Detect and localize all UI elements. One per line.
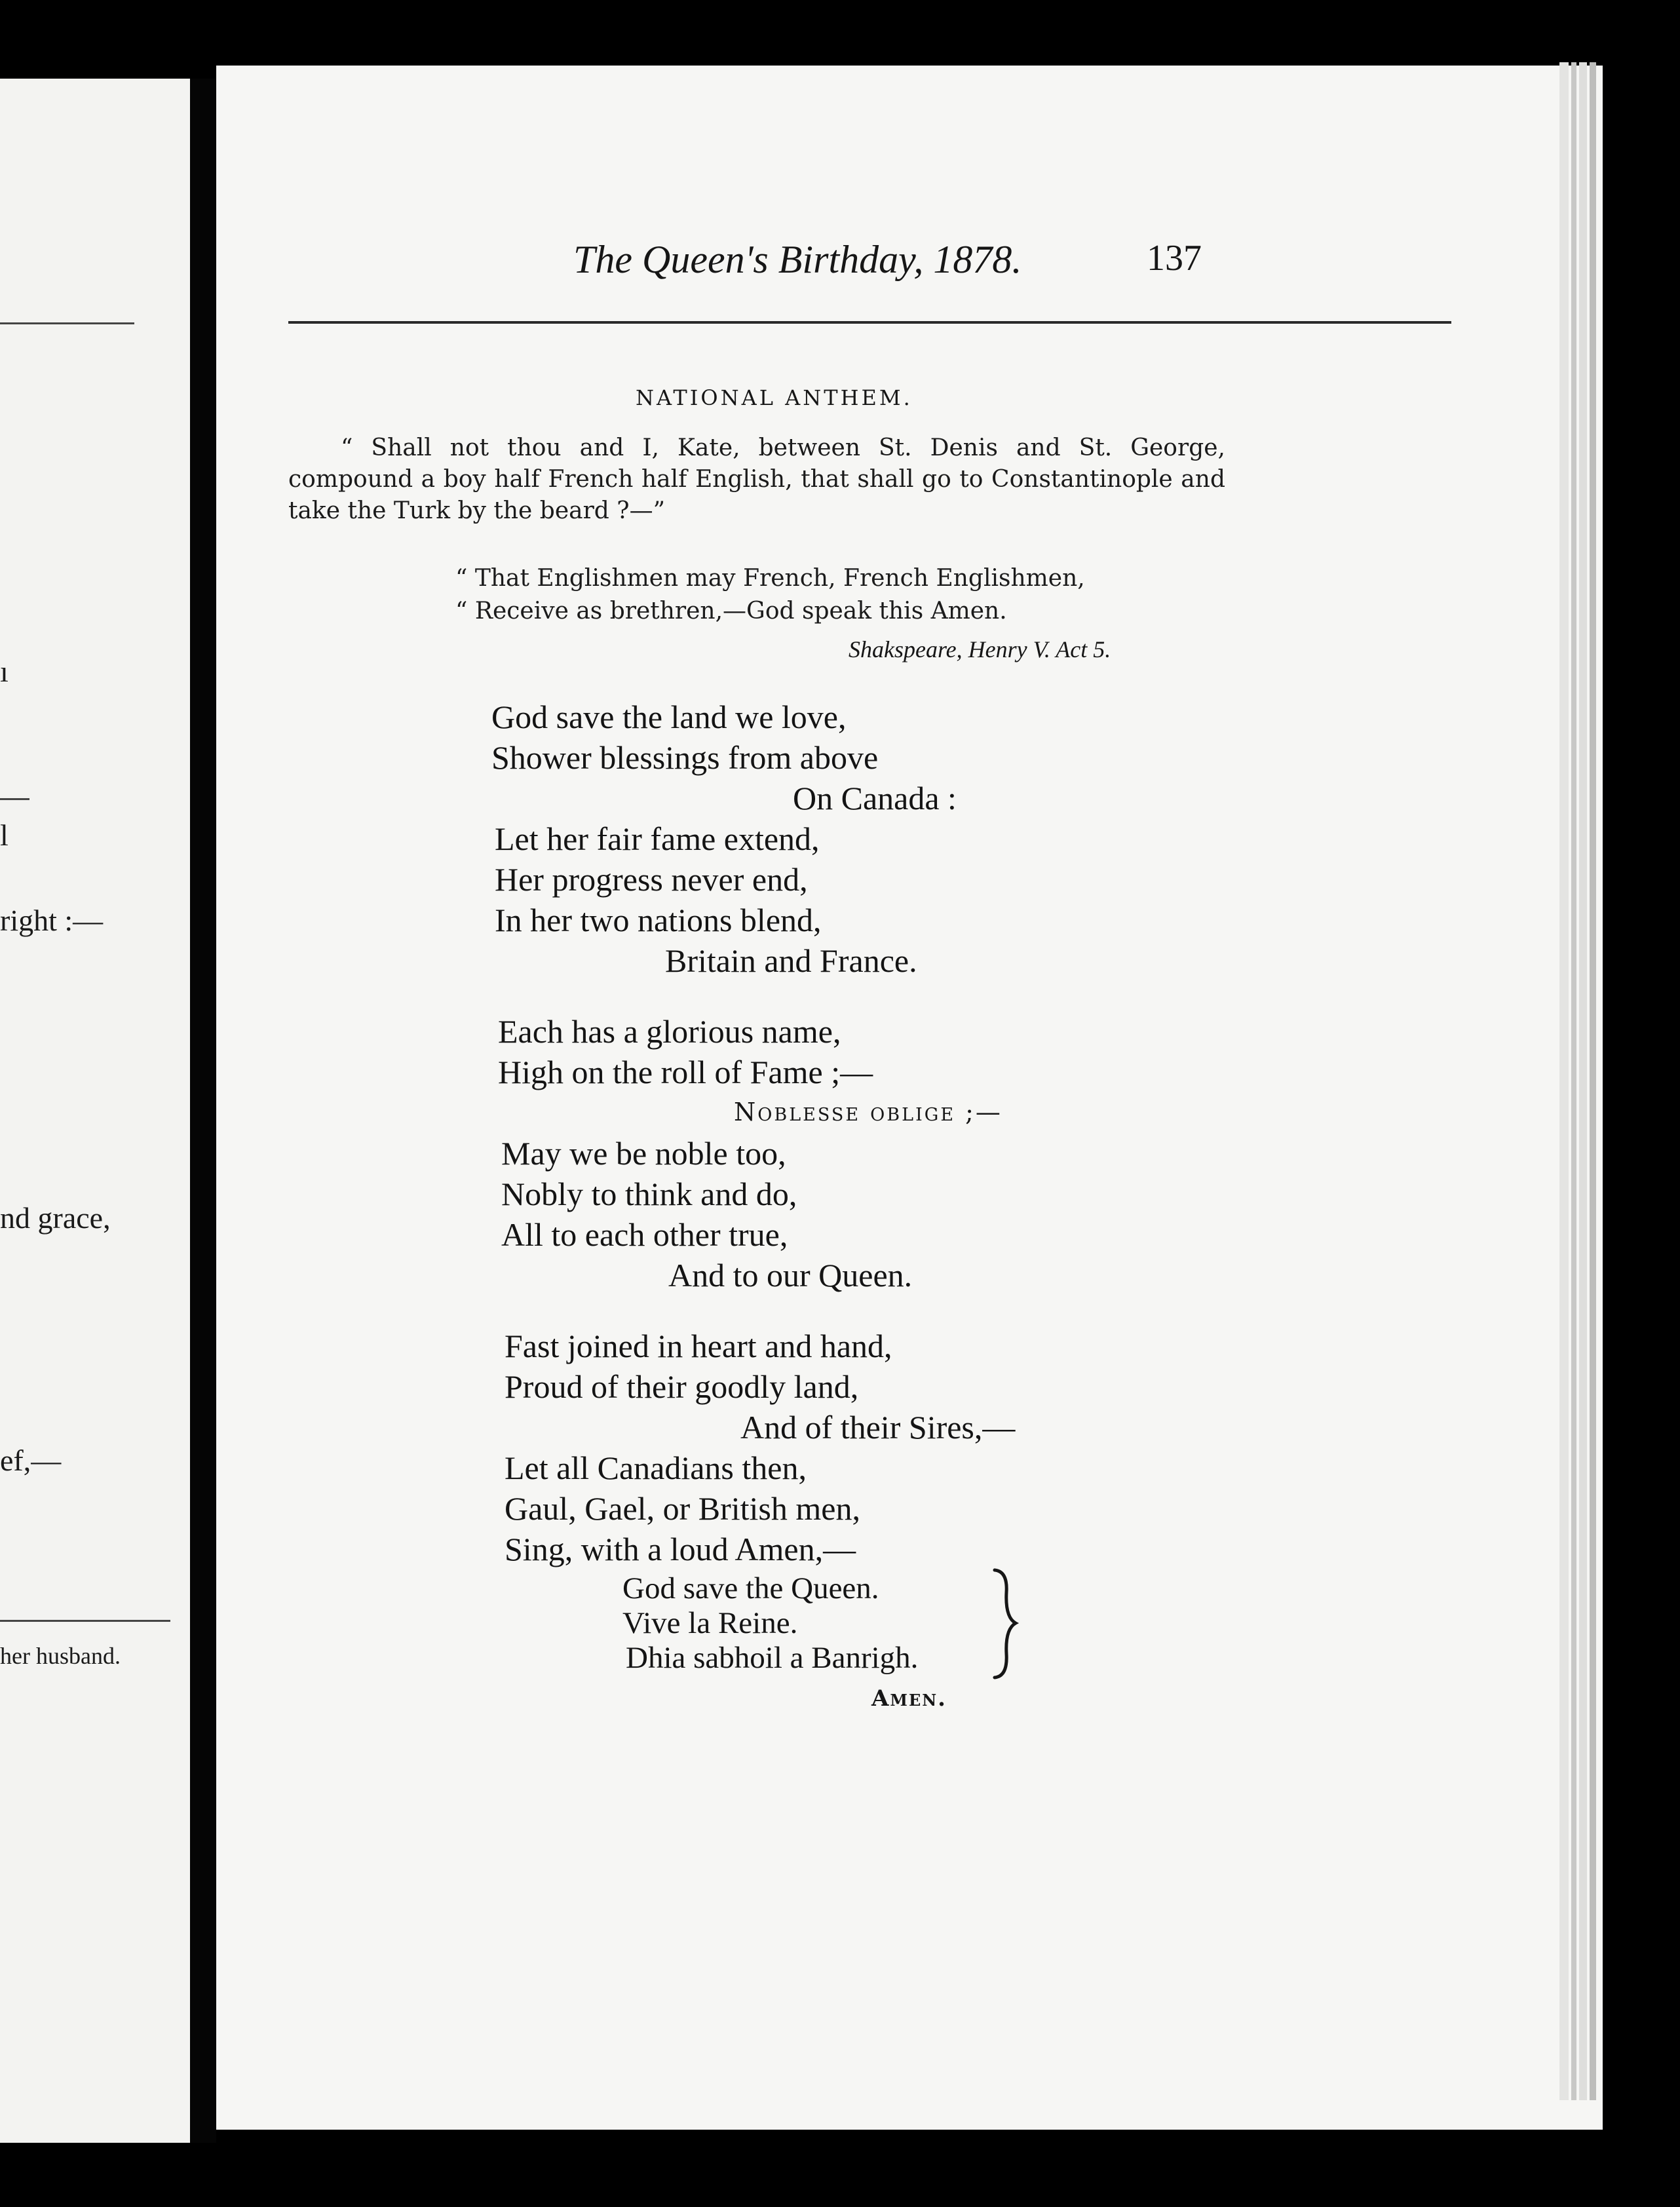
verse-line: Shower blessings from above bbox=[491, 739, 879, 776]
closing-amen: Amen. bbox=[871, 1685, 947, 1712]
page-number: 137 bbox=[1147, 238, 1202, 278]
left-footnote-rule bbox=[0, 1620, 170, 1622]
left-footnote-fragment: her husband. bbox=[0, 1643, 121, 1669]
verse-line: Let her fair fame extend, bbox=[495, 820, 820, 857]
epigraph-prose: “ Shall not thou and I, Kate, between St. Denis and St. George, compound a boy half French half English, that shall go to Constantinople and take the Turk by the beard ?—” bbox=[288, 434, 1225, 524]
epigraph-verse-line: “ Receive as brethren,—God speak this Amen. bbox=[455, 598, 1007, 624]
left-fragment-line: ı bbox=[0, 655, 9, 688]
left-section-rule bbox=[0, 798, 29, 800]
page-block-edge bbox=[1571, 62, 1576, 2100]
left-fragment-line: l bbox=[0, 818, 9, 852]
verse-line: Sing, with a loud Amen,— bbox=[505, 1531, 856, 1567]
page-block-edge bbox=[1579, 62, 1587, 2100]
verse-line: Nobly to think and do, bbox=[501, 1176, 797, 1212]
verse-line: Her progress never end, bbox=[495, 861, 808, 898]
epigraph-verse-line: “ That Englishmen may French, French Englishmen, bbox=[455, 565, 1085, 592]
verse-line: All to each other true, bbox=[501, 1216, 788, 1253]
verse-line: On Canada : bbox=[793, 780, 957, 816]
left-fragment-line: right :— bbox=[0, 904, 104, 937]
epigraph-attribution: Shakspeare, Henry V. Act 5. bbox=[849, 636, 1111, 662]
verse-line: God save the land we love, bbox=[491, 699, 847, 735]
verse-line: Fast joined in heart and hand, bbox=[505, 1328, 892, 1364]
anthem-title: NATIONAL ANTHEM. bbox=[636, 385, 913, 410]
verse-line: May we be noble too, bbox=[501, 1135, 786, 1172]
left-fragment-line: ef,— bbox=[0, 1444, 62, 1477]
refrain-line: Vive la Reine. bbox=[622, 1606, 798, 1640]
refrain-line: God save the Queen. bbox=[622, 1571, 879, 1605]
left-page-fragment bbox=[0, 79, 190, 2143]
page-block-edge bbox=[1559, 62, 1569, 2100]
left-header-rule bbox=[0, 322, 134, 324]
gutter-shadow bbox=[190, 79, 216, 2143]
page-block-edge bbox=[1590, 62, 1596, 2100]
verse-line: Proud of their goodly land, bbox=[505, 1368, 859, 1405]
verse-line: Gaul, Gael, or British men, bbox=[505, 1490, 860, 1527]
verse-line: And of their Sires,— bbox=[740, 1409, 1016, 1446]
right-curly-brace-icon bbox=[989, 1566, 1022, 1681]
verse-line: Britain and France. bbox=[665, 942, 917, 979]
left-fragment-line: nd grace, bbox=[0, 1201, 111, 1235]
running-title: The Queen's Birthday, 1878. bbox=[573, 238, 1022, 281]
verse-line: Let all Canadians then, bbox=[505, 1449, 807, 1486]
verse-line: High on the roll of Fame ;— bbox=[498, 1054, 873, 1090]
header-rule bbox=[288, 321, 1451, 324]
verse-line: In her two nations blend, bbox=[495, 902, 822, 938]
page-137 bbox=[216, 66, 1603, 2130]
verse-line: Each has a glorious name, bbox=[498, 1013, 841, 1050]
verse-line: And to our Queen. bbox=[668, 1257, 913, 1294]
verse-line-noblesse-oblige: Noblesse oblige ;— bbox=[734, 1098, 1002, 1126]
refrain-line: Dhia sabhoil a Banrigh. bbox=[626, 1641, 919, 1675]
